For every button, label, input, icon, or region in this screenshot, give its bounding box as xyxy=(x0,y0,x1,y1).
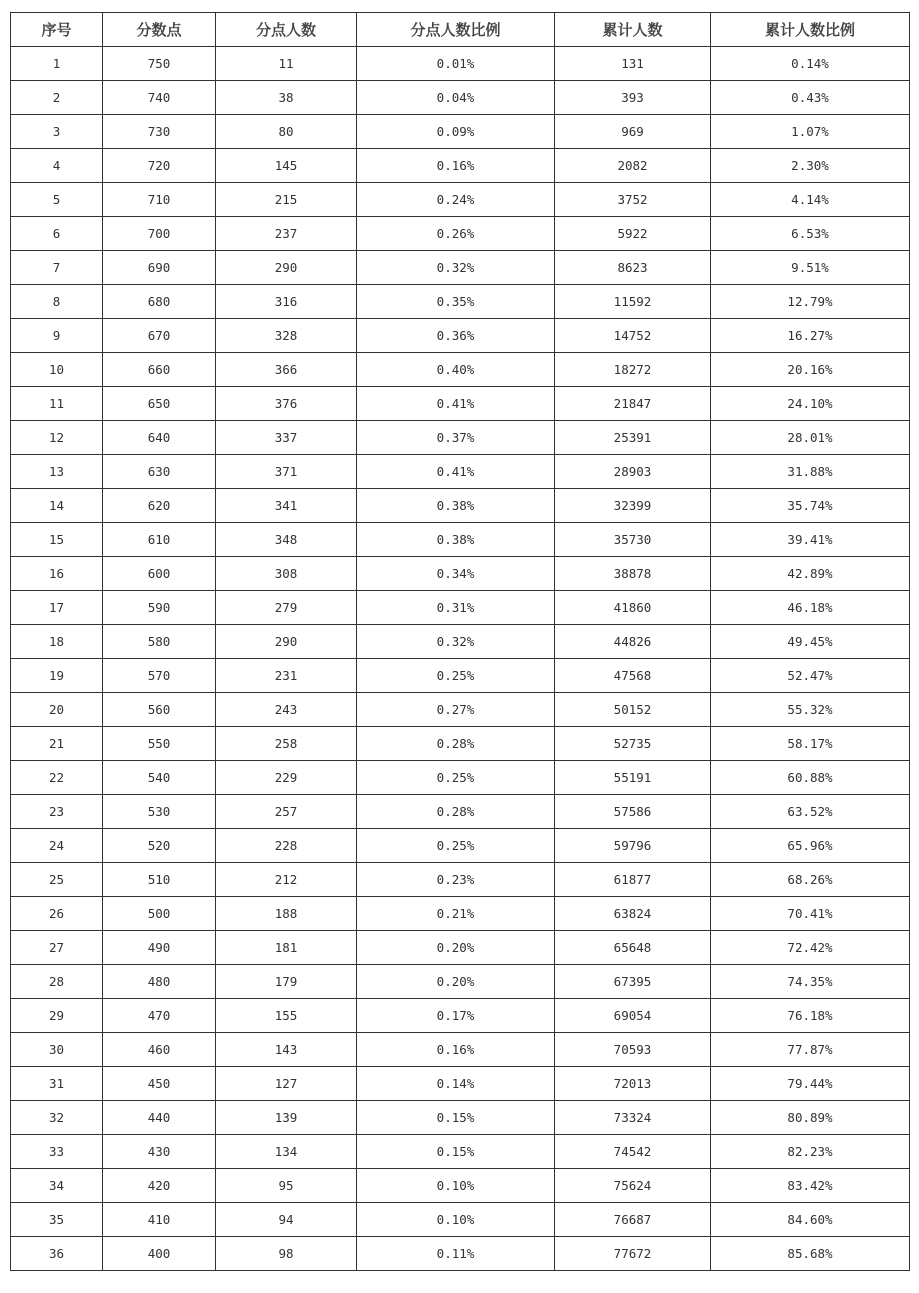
cell-cumulative-count: 70593 xyxy=(555,1033,711,1067)
cell-cumulative-count: 35730 xyxy=(555,523,711,557)
cell-count-ratio: 0.28% xyxy=(357,795,555,829)
cell-cumulative-count: 74542 xyxy=(555,1135,711,1169)
cell-cumulative-count: 25391 xyxy=(555,421,711,455)
cell-index: 20 xyxy=(11,693,103,727)
cell-count: 257 xyxy=(216,795,357,829)
cell-count-ratio: 0.20% xyxy=(357,965,555,999)
cell-count: 127 xyxy=(216,1067,357,1101)
cell-index: 34 xyxy=(11,1169,103,1203)
table-row xyxy=(11,149,910,183)
cell-count: 215 xyxy=(216,183,357,217)
cell-count: 155 xyxy=(216,999,357,1033)
cell-count: 290 xyxy=(216,251,357,285)
cell-count: 231 xyxy=(216,659,357,693)
cell-count-ratio: 0.37% xyxy=(357,421,555,455)
cell-cumulative-count: 32399 xyxy=(555,489,711,523)
cell-score: 600 xyxy=(103,557,216,591)
cell-index: 16 xyxy=(11,557,103,591)
cell-score: 480 xyxy=(103,965,216,999)
cell-cumulative-ratio: 49.45% xyxy=(711,625,910,659)
cell-index: 30 xyxy=(11,1033,103,1067)
header-count: 分点人数 xyxy=(216,13,357,47)
header-score: 分数点 xyxy=(103,13,216,47)
cell-cumulative-count: 969 xyxy=(555,115,711,149)
cell-cumulative-count: 76687 xyxy=(555,1203,711,1237)
cell-cumulative-count: 57586 xyxy=(555,795,711,829)
cell-score: 610 xyxy=(103,523,216,557)
cell-count: 229 xyxy=(216,761,357,795)
table-row xyxy=(11,1033,910,1067)
table-row xyxy=(11,761,910,795)
cell-index: 14 xyxy=(11,489,103,523)
cell-cumulative-count: 21847 xyxy=(555,387,711,421)
cell-count: 243 xyxy=(216,693,357,727)
cell-count-ratio: 0.40% xyxy=(357,353,555,387)
cell-count-ratio: 0.38% xyxy=(357,489,555,523)
cell-cumulative-count: 131 xyxy=(555,47,711,81)
cell-cumulative-ratio: 46.18% xyxy=(711,591,910,625)
cell-index: 35 xyxy=(11,1203,103,1237)
cell-count-ratio: 0.16% xyxy=(357,1033,555,1067)
cell-cumulative-count: 59796 xyxy=(555,829,711,863)
table-row xyxy=(11,863,910,897)
cell-score: 730 xyxy=(103,115,216,149)
cell-cumulative-ratio: 42.89% xyxy=(711,557,910,591)
cell-score: 570 xyxy=(103,659,216,693)
cell-index: 33 xyxy=(11,1135,103,1169)
cell-count: 337 xyxy=(216,421,357,455)
cell-index: 17 xyxy=(11,591,103,625)
cell-count-ratio: 0.23% xyxy=(357,863,555,897)
cell-score: 540 xyxy=(103,761,216,795)
cell-count-ratio: 0.32% xyxy=(357,625,555,659)
cell-index: 19 xyxy=(11,659,103,693)
cell-count: 98 xyxy=(216,1237,357,1271)
cell-count-ratio: 0.41% xyxy=(357,455,555,489)
cell-cumulative-count: 3752 xyxy=(555,183,711,217)
cell-cumulative-ratio: 12.79% xyxy=(711,285,910,319)
cell-index: 24 xyxy=(11,829,103,863)
cell-index: 4 xyxy=(11,149,103,183)
cell-count-ratio: 0.38% xyxy=(357,523,555,557)
cell-count: 328 xyxy=(216,319,357,353)
cell-cumulative-count: 73324 xyxy=(555,1101,711,1135)
cell-score: 650 xyxy=(103,387,216,421)
cell-cumulative-count: 50152 xyxy=(555,693,711,727)
table-row xyxy=(11,285,910,319)
cell-count: 290 xyxy=(216,625,357,659)
cell-count-ratio: 0.10% xyxy=(357,1203,555,1237)
table-row xyxy=(11,183,910,217)
cell-score: 700 xyxy=(103,217,216,251)
cell-cumulative-count: 2082 xyxy=(555,149,711,183)
cell-count-ratio: 0.35% xyxy=(357,285,555,319)
cell-cumulative-ratio: 72.42% xyxy=(711,931,910,965)
cell-cumulative-count: 65648 xyxy=(555,931,711,965)
table-row xyxy=(11,693,910,727)
header-row xyxy=(11,13,910,47)
cell-count-ratio: 0.20% xyxy=(357,931,555,965)
cell-score: 460 xyxy=(103,1033,216,1067)
cell-cumulative-ratio: 82.23% xyxy=(711,1135,910,1169)
cell-count: 308 xyxy=(216,557,357,591)
table-row xyxy=(11,1237,910,1271)
cell-count-ratio: 0.01% xyxy=(357,47,555,81)
cell-count-ratio: 0.27% xyxy=(357,693,555,727)
cell-count: 348 xyxy=(216,523,357,557)
cell-count: 212 xyxy=(216,863,357,897)
cell-score: 490 xyxy=(103,931,216,965)
table-row xyxy=(11,115,910,149)
cell-cumulative-ratio: 63.52% xyxy=(711,795,910,829)
cell-count: 258 xyxy=(216,727,357,761)
cell-score: 640 xyxy=(103,421,216,455)
table-row xyxy=(11,897,910,931)
cell-count-ratio: 0.17% xyxy=(357,999,555,1033)
cell-cumulative-count: 67395 xyxy=(555,965,711,999)
cell-cumulative-ratio: 77.87% xyxy=(711,1033,910,1067)
cell-cumulative-ratio: 74.35% xyxy=(711,965,910,999)
cell-cumulative-count: 38878 xyxy=(555,557,711,591)
table-body xyxy=(11,47,910,1271)
score-distribution-table xyxy=(10,12,910,1271)
cell-index: 23 xyxy=(11,795,103,829)
cell-score: 510 xyxy=(103,863,216,897)
cell-cumulative-ratio: 20.16% xyxy=(711,353,910,387)
cell-score: 430 xyxy=(103,1135,216,1169)
cell-index: 31 xyxy=(11,1067,103,1101)
cell-count: 376 xyxy=(216,387,357,421)
cell-count: 134 xyxy=(216,1135,357,1169)
cell-cumulative-count: 75624 xyxy=(555,1169,711,1203)
cell-count-ratio: 0.32% xyxy=(357,251,555,285)
cell-score: 470 xyxy=(103,999,216,1033)
cell-score: 690 xyxy=(103,251,216,285)
score-distribution-table-container xyxy=(10,12,909,1271)
cell-score: 630 xyxy=(103,455,216,489)
cell-cumulative-ratio: 39.41% xyxy=(711,523,910,557)
table-header xyxy=(11,13,910,47)
cell-index: 27 xyxy=(11,931,103,965)
table-row xyxy=(11,659,910,693)
table-row xyxy=(11,557,910,591)
cell-index: 2 xyxy=(11,81,103,115)
cell-count: 95 xyxy=(216,1169,357,1203)
cell-count-ratio: 0.21% xyxy=(357,897,555,931)
cell-count: 237 xyxy=(216,217,357,251)
table-row xyxy=(11,523,910,557)
table-row xyxy=(11,1135,910,1169)
cell-count-ratio: 0.25% xyxy=(357,761,555,795)
cell-score: 560 xyxy=(103,693,216,727)
cell-count-ratio: 0.25% xyxy=(357,659,555,693)
cell-score: 660 xyxy=(103,353,216,387)
cell-count-ratio: 0.09% xyxy=(357,115,555,149)
cell-index: 8 xyxy=(11,285,103,319)
cell-count: 139 xyxy=(216,1101,357,1135)
cell-cumulative-count: 61877 xyxy=(555,863,711,897)
cell-count: 11 xyxy=(216,47,357,81)
cell-index: 22 xyxy=(11,761,103,795)
cell-index: 25 xyxy=(11,863,103,897)
table-row xyxy=(11,727,910,761)
cell-score: 750 xyxy=(103,47,216,81)
cell-index: 7 xyxy=(11,251,103,285)
cell-count-ratio: 0.41% xyxy=(357,387,555,421)
cell-count: 366 xyxy=(216,353,357,387)
cell-index: 9 xyxy=(11,319,103,353)
cell-cumulative-ratio: 1.07% xyxy=(711,115,910,149)
table-row xyxy=(11,47,910,81)
table-row xyxy=(11,251,910,285)
cell-cumulative-ratio: 65.96% xyxy=(711,829,910,863)
cell-count: 143 xyxy=(216,1033,357,1067)
cell-score: 740 xyxy=(103,81,216,115)
cell-count-ratio: 0.28% xyxy=(357,727,555,761)
cell-score: 580 xyxy=(103,625,216,659)
table-row xyxy=(11,1101,910,1135)
cell-count: 316 xyxy=(216,285,357,319)
cell-count-ratio: 0.04% xyxy=(357,81,555,115)
cell-cumulative-ratio: 16.27% xyxy=(711,319,910,353)
cell-count-ratio: 0.14% xyxy=(357,1067,555,1101)
cell-cumulative-count: 41860 xyxy=(555,591,711,625)
cell-cumulative-count: 63824 xyxy=(555,897,711,931)
cell-count: 371 xyxy=(216,455,357,489)
cell-cumulative-count: 52735 xyxy=(555,727,711,761)
cell-cumulative-ratio: 0.43% xyxy=(711,81,910,115)
cell-cumulative-count: 11592 xyxy=(555,285,711,319)
table-row xyxy=(11,217,910,251)
cell-cumulative-count: 72013 xyxy=(555,1067,711,1101)
header-cumulative-ratio: 累计人数比例 xyxy=(711,13,910,47)
table-row xyxy=(11,999,910,1033)
cell-cumulative-count: 393 xyxy=(555,81,711,115)
cell-index: 11 xyxy=(11,387,103,421)
cell-cumulative-ratio: 85.68% xyxy=(711,1237,910,1271)
cell-cumulative-count: 5922 xyxy=(555,217,711,251)
cell-index: 6 xyxy=(11,217,103,251)
cell-cumulative-ratio: 35.74% xyxy=(711,489,910,523)
cell-cumulative-ratio: 0.14% xyxy=(711,47,910,81)
cell-count: 279 xyxy=(216,591,357,625)
cell-cumulative-ratio: 31.88% xyxy=(711,455,910,489)
cell-count: 38 xyxy=(216,81,357,115)
cell-score: 620 xyxy=(103,489,216,523)
cell-index: 36 xyxy=(11,1237,103,1271)
cell-cumulative-count: 55191 xyxy=(555,761,711,795)
table-row xyxy=(11,455,910,489)
table-row xyxy=(11,965,910,999)
cell-score: 530 xyxy=(103,795,216,829)
header-cumulative-count: 累计人数 xyxy=(555,13,711,47)
table-row xyxy=(11,489,910,523)
header-index: 序号 xyxy=(11,13,103,47)
cell-score: 520 xyxy=(103,829,216,863)
cell-cumulative-ratio: 2.30% xyxy=(711,149,910,183)
cell-score: 440 xyxy=(103,1101,216,1135)
cell-index: 21 xyxy=(11,727,103,761)
cell-count-ratio: 0.15% xyxy=(357,1135,555,1169)
cell-index: 18 xyxy=(11,625,103,659)
table-row xyxy=(11,795,910,829)
cell-score: 550 xyxy=(103,727,216,761)
cell-score: 680 xyxy=(103,285,216,319)
cell-score: 670 xyxy=(103,319,216,353)
cell-cumulative-ratio: 9.51% xyxy=(711,251,910,285)
table-row xyxy=(11,1067,910,1101)
cell-index: 3 xyxy=(11,115,103,149)
table-row xyxy=(11,421,910,455)
header-count-ratio: 分点人数比例 xyxy=(357,13,555,47)
table-row xyxy=(11,353,910,387)
cell-count: 228 xyxy=(216,829,357,863)
cell-count-ratio: 0.36% xyxy=(357,319,555,353)
cell-count-ratio: 0.26% xyxy=(357,217,555,251)
cell-score: 410 xyxy=(103,1203,216,1237)
cell-cumulative-ratio: 28.01% xyxy=(711,421,910,455)
cell-index: 28 xyxy=(11,965,103,999)
cell-count-ratio: 0.34% xyxy=(357,557,555,591)
cell-index: 15 xyxy=(11,523,103,557)
cell-cumulative-ratio: 84.60% xyxy=(711,1203,910,1237)
cell-cumulative-ratio: 52.47% xyxy=(711,659,910,693)
cell-cumulative-ratio: 80.89% xyxy=(711,1101,910,1135)
cell-index: 5 xyxy=(11,183,103,217)
cell-cumulative-ratio: 4.14% xyxy=(711,183,910,217)
cell-index: 29 xyxy=(11,999,103,1033)
cell-cumulative-count: 44826 xyxy=(555,625,711,659)
cell-cumulative-ratio: 68.26% xyxy=(711,863,910,897)
cell-score: 420 xyxy=(103,1169,216,1203)
cell-count-ratio: 0.25% xyxy=(357,829,555,863)
table-row xyxy=(11,931,910,965)
cell-cumulative-ratio: 24.10% xyxy=(711,387,910,421)
cell-cumulative-count: 18272 xyxy=(555,353,711,387)
cell-score: 720 xyxy=(103,149,216,183)
cell-cumulative-count: 77672 xyxy=(555,1237,711,1271)
cell-cumulative-ratio: 58.17% xyxy=(711,727,910,761)
cell-index: 1 xyxy=(11,47,103,81)
cell-cumulative-ratio: 6.53% xyxy=(711,217,910,251)
cell-count-ratio: 0.10% xyxy=(357,1169,555,1203)
table-row xyxy=(11,1203,910,1237)
cell-cumulative-ratio: 79.44% xyxy=(711,1067,910,1101)
cell-count-ratio: 0.11% xyxy=(357,1237,555,1271)
cell-cumulative-count: 28903 xyxy=(555,455,711,489)
cell-index: 32 xyxy=(11,1101,103,1135)
table-row xyxy=(11,625,910,659)
cell-cumulative-count: 14752 xyxy=(555,319,711,353)
cell-cumulative-count: 47568 xyxy=(555,659,711,693)
cell-count: 145 xyxy=(216,149,357,183)
table-row xyxy=(11,319,910,353)
cell-index: 13 xyxy=(11,455,103,489)
cell-cumulative-ratio: 55.32% xyxy=(711,693,910,727)
cell-score: 590 xyxy=(103,591,216,625)
cell-count: 341 xyxy=(216,489,357,523)
cell-count-ratio: 0.15% xyxy=(357,1101,555,1135)
cell-count: 80 xyxy=(216,115,357,149)
cell-index: 26 xyxy=(11,897,103,931)
cell-cumulative-count: 69054 xyxy=(555,999,711,1033)
cell-cumulative-ratio: 70.41% xyxy=(711,897,910,931)
table-row xyxy=(11,81,910,115)
cell-count: 181 xyxy=(216,931,357,965)
cell-index: 10 xyxy=(11,353,103,387)
cell-cumulative-ratio: 83.42% xyxy=(711,1169,910,1203)
cell-score: 710 xyxy=(103,183,216,217)
cell-count-ratio: 0.16% xyxy=(357,149,555,183)
cell-count-ratio: 0.24% xyxy=(357,183,555,217)
cell-score: 400 xyxy=(103,1237,216,1271)
cell-index: 12 xyxy=(11,421,103,455)
cell-cumulative-ratio: 60.88% xyxy=(711,761,910,795)
cell-count: 94 xyxy=(216,1203,357,1237)
table-row xyxy=(11,387,910,421)
table-row xyxy=(11,829,910,863)
cell-count: 179 xyxy=(216,965,357,999)
cell-score: 500 xyxy=(103,897,216,931)
table-row xyxy=(11,1169,910,1203)
cell-cumulative-ratio: 76.18% xyxy=(711,999,910,1033)
cell-count: 188 xyxy=(216,897,357,931)
cell-score: 450 xyxy=(103,1067,216,1101)
cell-count-ratio: 0.31% xyxy=(357,591,555,625)
cell-cumulative-count: 8623 xyxy=(555,251,711,285)
table-row xyxy=(11,591,910,625)
